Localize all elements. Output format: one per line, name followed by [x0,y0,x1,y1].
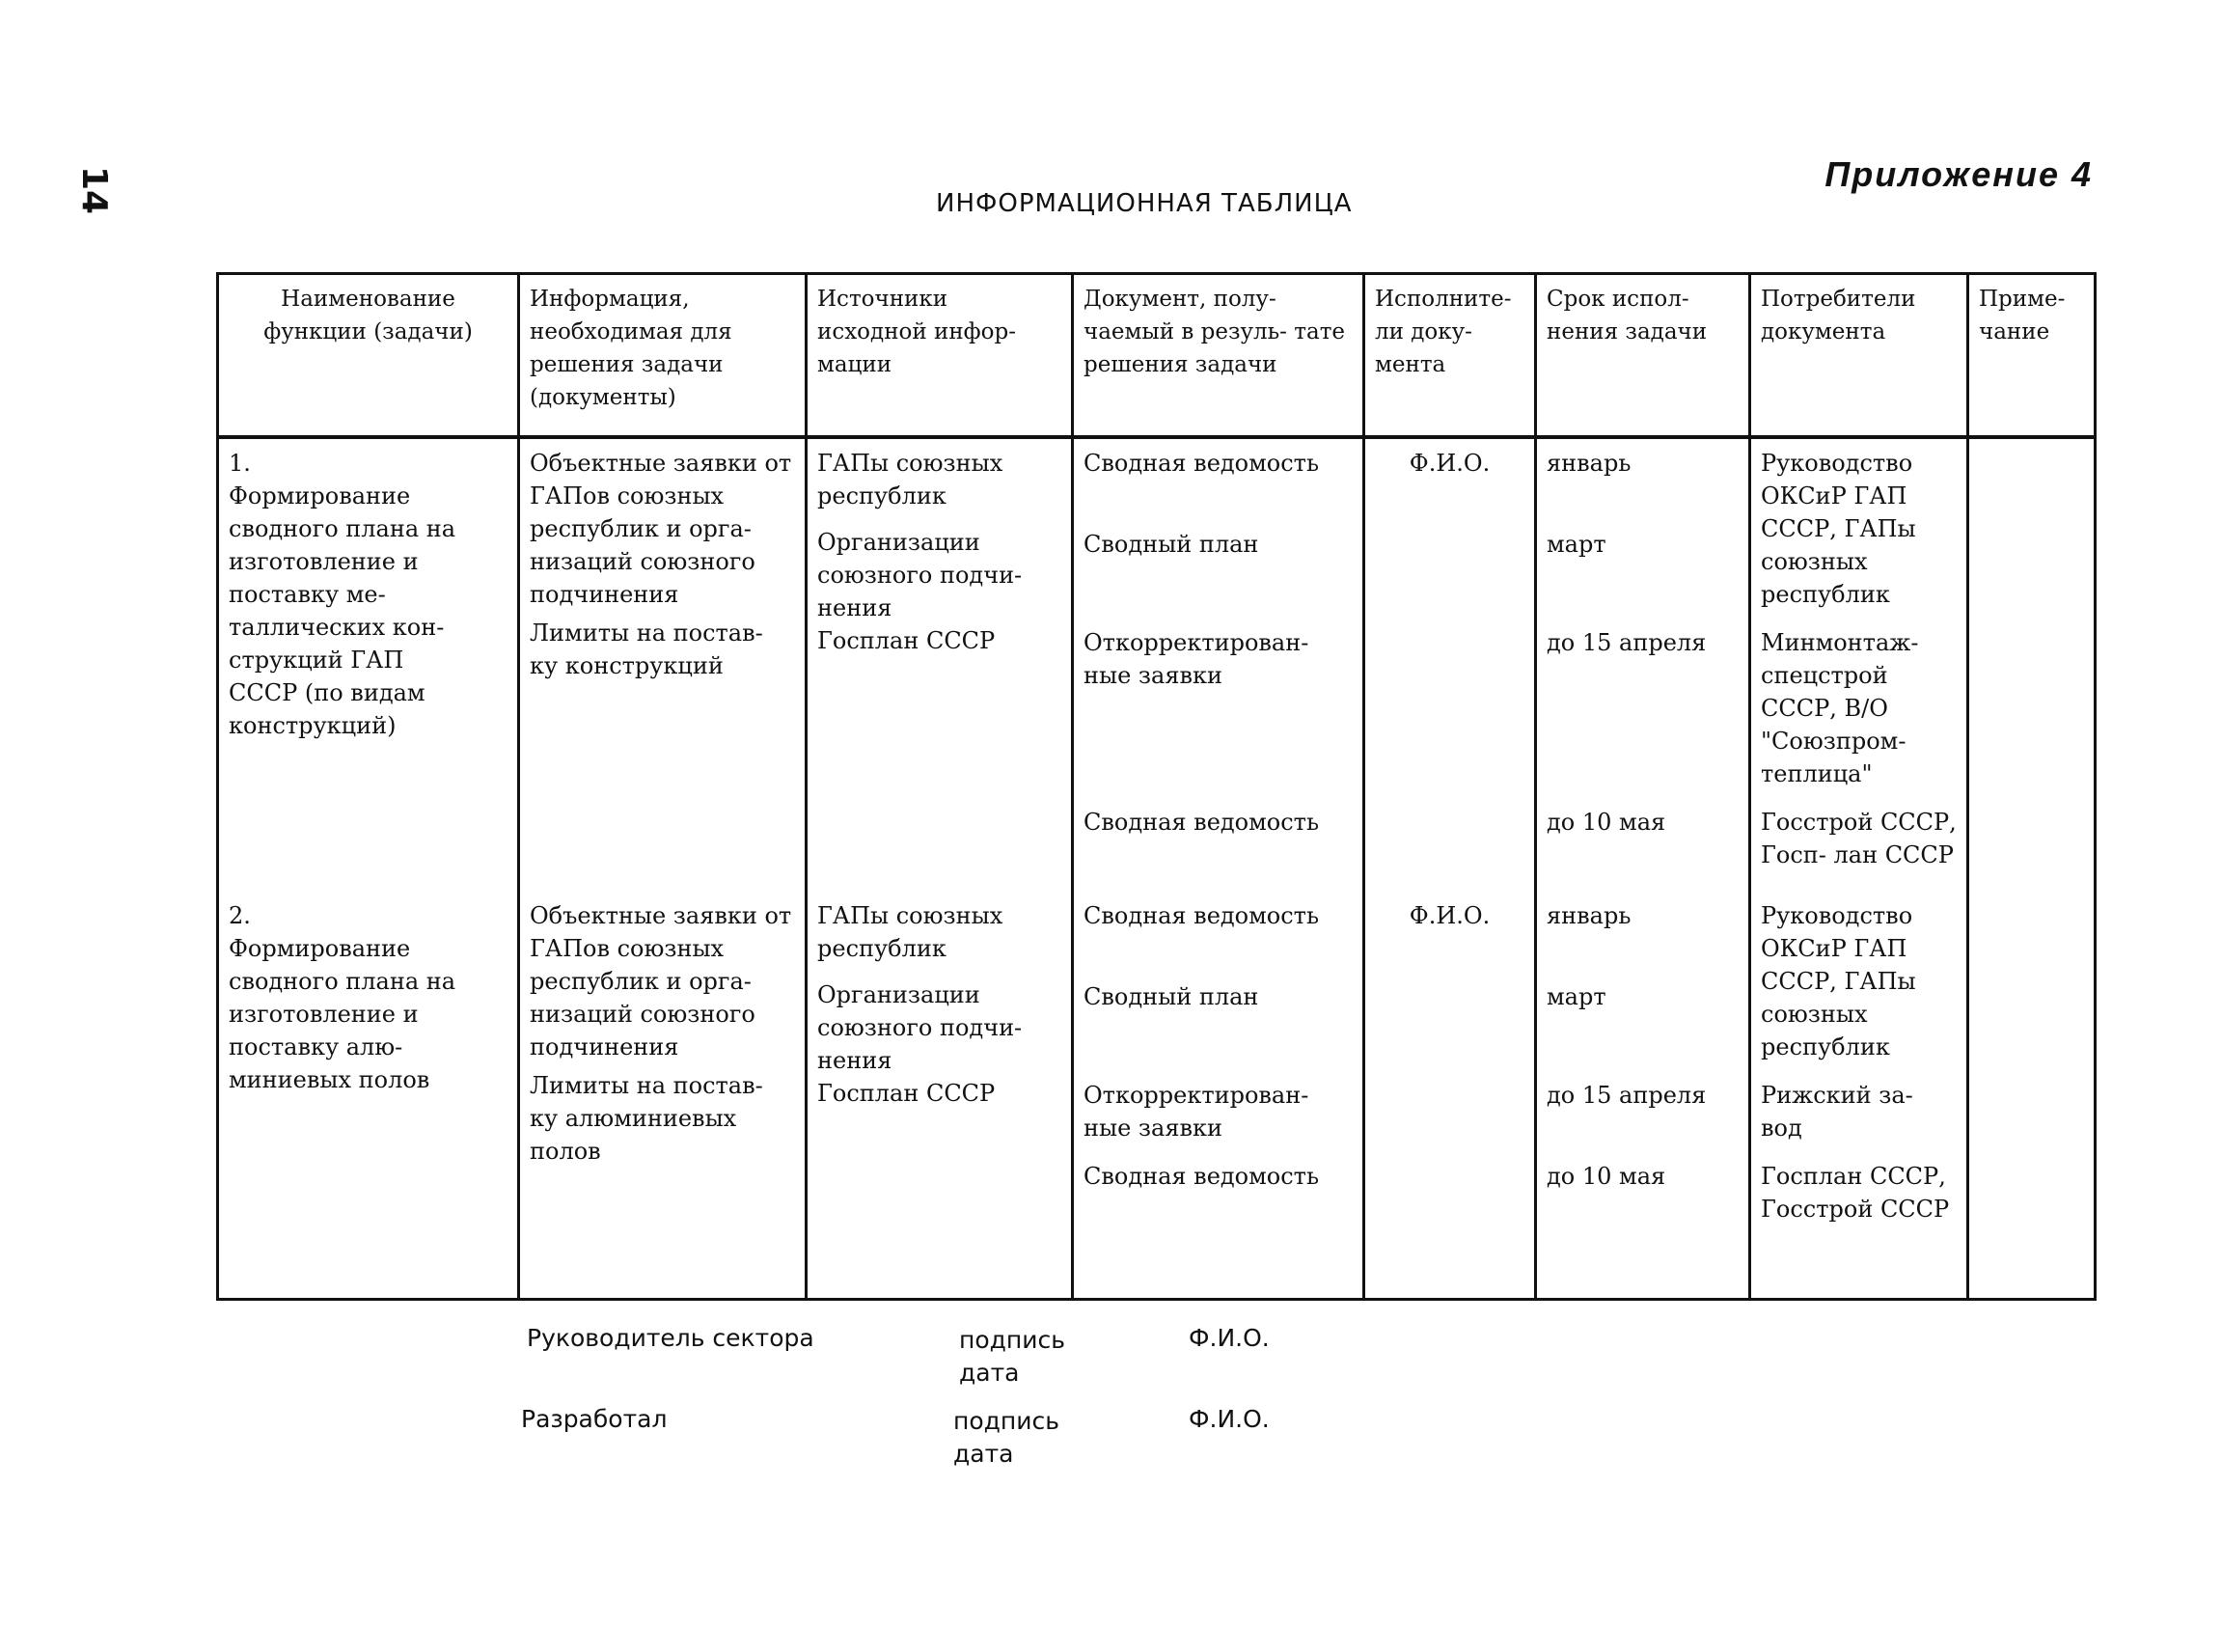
documents-cell [1073,437,1364,892]
note-cell [1968,437,2096,892]
header-executor: Исполните- ли доку- мента [1364,274,1536,438]
consumer-item: Руководство ОКСиР ГАП СССР, ГАПы союзных республик [1761,450,1916,608]
consumer-item: Руководство ОКСиР ГАП СССР, ГАПы союзных республик [1761,901,1916,1060]
header-document: Документ, полу- чаемый в резуль- тате решения задачи [1073,274,1364,438]
information-item: Объектные заявки от ГАПов союзных республик и орга- низаций союзного подчинения [530,450,792,608]
header-function: Наименование функции (задачи) [218,274,519,438]
documents-cell [1073,892,1364,1300]
source-item: Организации союзного подчи- нения [817,529,1023,621]
deadline-item: до 15 апреля [1547,1081,1707,1109]
executor-cell: Ф.И.О. [1364,892,1536,1300]
document-item: Сводный план [1084,982,1259,1010]
signature-sign-label: подпись [959,1326,1065,1354]
source-item: Госплан СССР [817,1079,996,1107]
consumers-cell [1750,892,1968,1300]
signature-date-label: дата [953,1440,1014,1468]
function-text: Формирование сводного плана на изготовление и поставку алю- миниевых полов [229,934,456,1093]
information-item: Лимиты на постав- ку конструкций [530,620,763,679]
source-item: ГАПы союзных республик [817,450,1003,509]
source-item: Организации союзного подчи- нения [817,980,1023,1074]
header-information: Информация, необходимая для решения задачи (документы) [519,274,807,438]
deadline-item: до 15 апреля [1547,629,1707,656]
information-item: Лимиты на постав- ку алюминиевых полов [530,1071,763,1165]
header-sources: Источники исходной инфор- мации [807,274,1073,438]
row-number: 1. [229,450,251,477]
signature-date-label: дата [959,1359,1020,1387]
row-number: 2. [229,901,251,929]
deadline-cell [1536,437,1750,892]
deadline-item: январь [1547,450,1632,477]
deadline-item: январь [1547,901,1632,929]
source-item: Госплан СССР [817,627,996,654]
document-item: Сводная ведомость [1084,1162,1320,1190]
deadline-item: март [1547,982,1606,1010]
deadline-item: март [1547,531,1606,558]
document-item: Сводная ведомость [1084,901,1320,929]
document-item: Сводный план [1084,531,1259,558]
function-cell [218,892,519,1300]
signature-sign-label: подпись [953,1407,1059,1435]
table-row [218,437,2096,892]
document-item: Откорректирован- ные заявки [1084,629,1309,689]
function-text: Формирование сводного плана на изготовление и поставку ме- таллических кон- струкций ГАП СССР (по видам конструкций) [229,482,456,739]
consumers-cell [1750,437,1968,892]
header-deadline: Срок испол- нения задачи [1536,274,1750,438]
consumer-item: Минмонтаж- спецстрой СССР, В/О "Союзпром- теплица" [1761,629,1919,787]
source-item: ГАПы союзных республик [817,901,1003,962]
information-cell [519,892,807,1300]
deadline-cell [1536,892,1750,1300]
signature-name: Ф.И.О. [1189,1405,1270,1433]
signature-sign-block [959,1324,1065,1390]
sources-cell [807,437,1073,892]
document-title: ИНФОРМАЦИОННАЯ ТАБЛИЦА [936,189,1353,218]
document-item: Сводная ведомость [1084,450,1320,477]
signature-role: Руководитель сектора [527,1324,814,1352]
consumer-item: Госплан СССР, Госстрой СССР [1761,1162,1950,1223]
function-cell [218,437,519,892]
consumer-item: Рижский за- вод [1761,1081,1913,1142]
consumer-item: Госстрой СССР, Госп- лан СССР [1761,809,1957,868]
signature-name: Ф.И.О. [1189,1324,1270,1352]
appendix-label: Приложение 4 [1824,154,2093,194]
information-cell [519,437,807,892]
information-table [216,272,2097,1301]
document-item: Сводная ведомость [1084,809,1320,836]
sources-cell [807,892,1073,1300]
document-item: Откорректирован- ные заявки [1084,1081,1309,1142]
deadline-item: до 10 мая [1547,809,1666,836]
signature-role: Разработал [521,1405,668,1433]
information-item: Объектные заявки от ГАПов союзных республик и орга- низаций союзного подчинения [530,901,792,1060]
page-number: 14 [74,166,114,215]
table-row [218,892,2096,1300]
executor-cell: Ф.И.О. [1364,437,1536,892]
header-note: Приме- чание [1968,274,2096,438]
deadline-item: до 10 мая [1547,1162,1666,1190]
note-cell [1968,892,2096,1300]
table-header-row [218,274,2096,438]
header-consumers: Потребители документа [1750,274,1968,438]
signature-sign-block [953,1405,1059,1471]
